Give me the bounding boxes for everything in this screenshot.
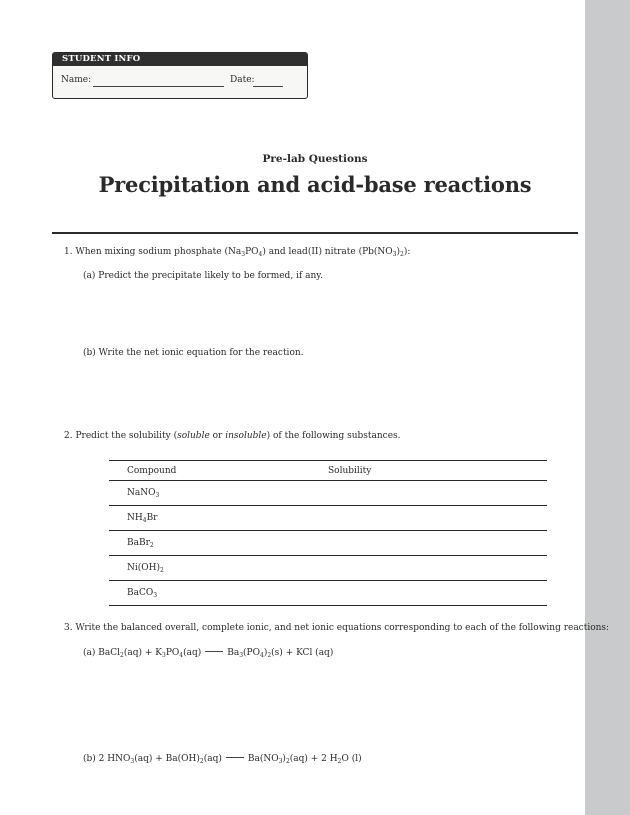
compound-cell: BaCO$_3$ xyxy=(109,581,310,606)
question-3 xyxy=(64,623,609,633)
question-2-text: Predict the solubility (soluble or insoluble) of the following substances. xyxy=(75,431,401,441)
question-2-number: 2. xyxy=(64,431,73,441)
question-3a-equation: BaCl$_2$(aq) + $K_3PO_4(aq) Ba_3(PO_4)_2(s)$ + KCl (aq) xyxy=(98,648,334,659)
prelab-label: Pre-lab Questions xyxy=(262,153,368,165)
page-edge-bar xyxy=(585,0,630,815)
question-1a xyxy=(83,271,323,281)
question-1 xyxy=(64,247,410,258)
table-row xyxy=(109,506,547,531)
table-row xyxy=(109,531,547,556)
question-3a xyxy=(83,648,333,659)
question-3b-equation: 2 $HNO_3(aq) + Ba(OH)_2(aq) Ba(NO_3)_2(aq) + 2$ $H_2O$ (l) xyxy=(98,754,362,765)
reaction-arrow-icon xyxy=(226,757,244,758)
question-1-number: 1. xyxy=(64,247,73,257)
table-row xyxy=(109,481,547,506)
table-row xyxy=(109,581,547,606)
question-3b xyxy=(83,754,362,765)
compound-cell: $NH_4Br$ xyxy=(109,506,310,531)
compound-cell: $Ni(OH)_2$ xyxy=(109,556,310,581)
reaction-arrow-icon xyxy=(205,651,223,652)
question-1b-label: (b) xyxy=(83,348,96,358)
table-row xyxy=(109,556,547,581)
name-field[interactable] xyxy=(93,86,224,87)
question-1b-text: Write the net ionic equation for the reaction. xyxy=(98,348,304,358)
solubility-column-header: Solubility xyxy=(310,461,547,481)
solubility-cell[interactable] xyxy=(310,581,547,606)
student-info-box xyxy=(52,52,308,99)
question-1a-label: (a) xyxy=(83,271,96,281)
student-info-header: STUDENT INFO xyxy=(53,53,307,66)
page-title: Precipitation and acid-base reactions xyxy=(98,172,532,197)
solubility-cell[interactable] xyxy=(310,481,547,506)
title-divider xyxy=(52,232,578,234)
question-3-text: Write the balanced overall, complete ionic, and net ionic equations corresponding to each of the following reactions: xyxy=(75,623,610,633)
solubility-cell[interactable] xyxy=(310,506,547,531)
name-label: Name: xyxy=(61,75,92,85)
compound-cell: BaBr$_2$ xyxy=(109,531,310,556)
compound-column-header: Compound xyxy=(109,461,310,481)
question-3b-label: (b) xyxy=(83,754,96,764)
solubility-cell[interactable] xyxy=(310,556,547,581)
question-1b xyxy=(83,348,304,358)
compound-cell: NaNO$_3$ xyxy=(109,481,310,506)
question-1-text: When mixing sodium phosphate $(Na_3PO_4)$ and lead(II) nitrate $(Pb(NO_3)_2)$: xyxy=(75,247,411,258)
question-2 xyxy=(64,431,401,441)
solubility-cell[interactable] xyxy=(310,531,547,556)
solubility-table xyxy=(109,460,547,606)
question-1a-text: Predict the precipitate likely to be formed, if any. xyxy=(98,271,324,281)
question-3a-label: (a) xyxy=(83,648,96,658)
question-3-number: 3. xyxy=(64,623,73,633)
date-label: Date: xyxy=(230,75,255,85)
date-field[interactable] xyxy=(253,86,283,87)
